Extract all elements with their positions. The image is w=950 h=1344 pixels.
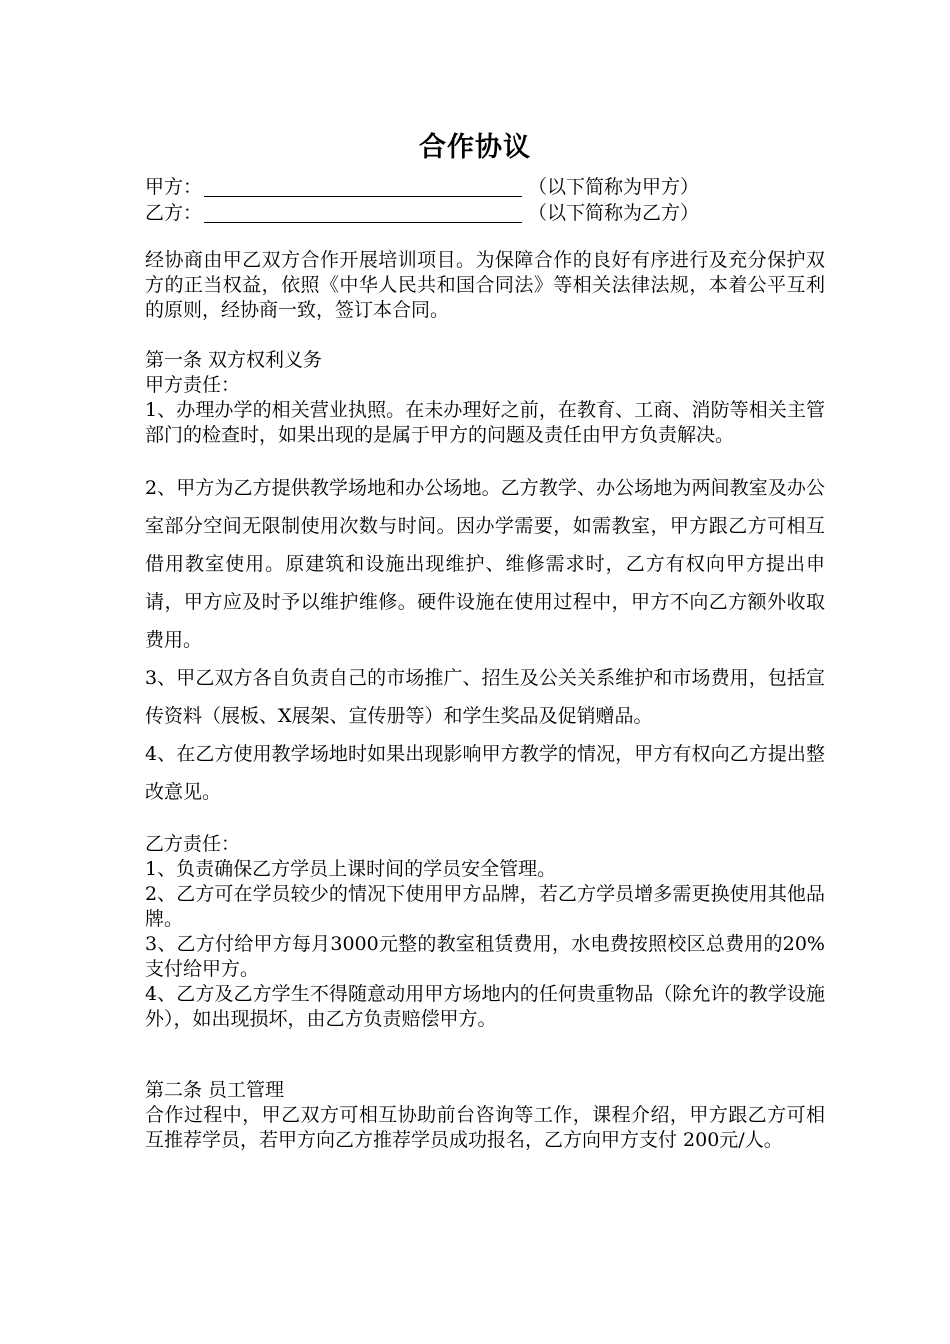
party-b-blank	[204, 202, 522, 223]
party-a-item-1	[145, 398, 825, 448]
article2-heading: 第二条 员工管理	[145, 1079, 285, 1101]
article2-section	[145, 1078, 825, 1153]
party-b-section	[145, 832, 825, 1032]
party-a-item-4-text: 4、在乙方使用教学场地时如果出现影响甲方教学的情况，甲方有权向乙方提出整改意见。	[145, 743, 825, 803]
party-b-label: 乙方：	[145, 202, 203, 224]
preamble	[145, 248, 825, 323]
party-b-item-2-text: 2、乙方可在学员较少的情况下使用甲方品牌，若乙方学员增多需更换使用其他品牌。	[145, 883, 825, 930]
party-b-note: （以下简称为乙方）	[528, 202, 700, 224]
party-a-label: 甲方：	[145, 176, 203, 198]
party-b-item-3-text: 3、乙方付给甲方每月3000元整的教室租赁费用，水电费按照校区总费用的20%支付给甲方。	[145, 933, 825, 980]
party-a-item-2-text: 2、甲方为乙方提供教学场地和办公场地。乙方教学、办公场地为两间教室及办公室部分空间无限制使用次数与时间。因办学需要，如需教室，甲方跟乙方可相互借用教室使用。原建筑和设施出现维护、维修需求时，乙方有权向甲方提出申请，甲方应及时予以维护维修。硬件设施在使用过程中，甲方不向乙方额外收取费用。	[145, 477, 825, 651]
party-b-line	[145, 200, 699, 226]
party-b-duties-heading: 乙方责任：	[145, 833, 241, 855]
party-b-item-4-text: 4、乙方及乙方学生不得随意动用甲方场地内的任何贵重物品（除允许的教学设施外），如出现损坏，由乙方负责赔偿甲方。	[145, 983, 825, 1030]
party-b-item-1-text: 1、负责确保乙方学员上课时间的学员安全管理。	[145, 858, 557, 880]
article1-heading: 第一条 双方权利义务	[145, 349, 323, 371]
article1-heading-block	[145, 348, 825, 398]
article2-body: 合作过程中，甲乙双方可相互协助前台咨询等工作，课程介绍，甲方跟乙方可相互推荐学员，若甲方向乙方推荐学员成功报名，乙方向甲方支付 200元/人。	[145, 1104, 825, 1151]
document-title: 合作协议	[419, 132, 531, 163]
party-a-items-2-4	[145, 469, 825, 811]
preamble-text: 经协商由甲乙双方合作开展培训项目。为保障合作的良好有序进行及充分保护双方的正当权益，依照《中华人民共和国合同法》等相关法律法规，本着公平互利的原则，经协商一致，签订本合同。	[145, 249, 825, 321]
party-a-line	[145, 174, 699, 200]
party-a-item-3-text: 3、甲乙双方各自负责自己的市场推广、招生及公关关系维护和市场费用，包括宣传资料（展板、X展架、宣传册等）和学生奖品及促销赠品。	[145, 667, 825, 727]
party-a-item-1-text: 1、办理办学的相关营业执照。在未办理好之前，在教育、工商、消防等相关主管部门的检查时，如果出现的是属于甲方的问题及责任由甲方负责解决。	[145, 399, 825, 446]
party-a-note: （以下简称为甲方）	[528, 176, 700, 198]
party-a-blank	[204, 176, 522, 197]
party-a-duties-heading: 甲方责任：	[145, 374, 241, 396]
